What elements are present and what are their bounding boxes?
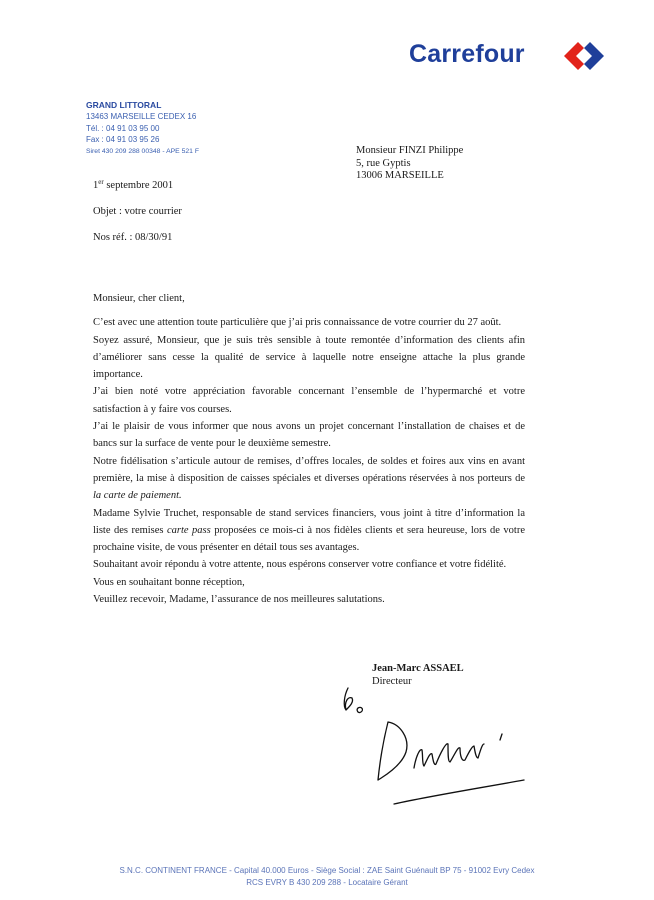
sender-fax: Fax : 04 91 03 95 26 [86,135,160,144]
handwritten-signature [330,680,540,810]
body-paragraph [93,505,525,557]
sender-block [86,100,199,157]
body-paragraph: Souhaitant avoir répondu à votre attente, nous espérons conserver votre confiance et votre fidélité. [93,559,507,571]
closing: Veuillez recevoir, Madame, l’assurance de nos meilleures salutations. [93,594,385,606]
letter-date [93,180,173,191]
date-rest: septembre 2001 [103,180,174,191]
body-paragraph: Soyez assuré, Monsieur, que je suis très sensible à toute remontée d’information des clients afin d’améliorer sans cesse la qualité de service à laquelle notre enseigne attache la plus grande importance. [93,334,525,381]
text-run: proposées ce mois-ci à nos fidèles clients et sera heureuse, lors de votre prochaine visite, de vous présenter en détail tous ses avantages. [93,524,526,554]
letter-subject: Objet : votre courrier [93,206,182,217]
sender-org: GRAND LITTORAL [86,100,162,110]
brand-name: Carrefour [409,40,525,68]
recipient-block [356,145,463,183]
date-day: 1 [93,180,99,191]
body-paragraph: C’est avec une attention toute particulière que j’ai pris connaissance de votre courrier du 27 août. [93,317,502,329]
sender-address: 13463 MARSEILLE CEDEX 16 [86,112,197,121]
footer-rcs: RCS EVRY B 430 209 288 - Locataire Gérant [246,878,408,887]
signatory-title: Directeur [372,676,412,687]
letter-reference: Nos réf. : 08/30/91 [93,232,173,243]
date-sup: er [98,178,104,186]
body-paragraph: J’ai bien noté votre appréciation favorable concernant l’ensemble de l’hypermarché et votre satisfaction à y faire vos courses. [93,386,525,415]
text-run-italic: carte pass [167,524,211,536]
sender-tel: Tél. : 04 91 03 95 00 [86,123,160,133]
carrefour-logo-icon [560,40,608,72]
recipient-name: Monsieur FINZI Philippe [356,145,464,156]
text-run: Notre fidélisation s’articule autour de remises, d’offres locales, de soldes et foires aux vins en avant première, la mise à disposition de caisses spéciales et diverses opérations réservées à nos porteurs de [93,455,525,484]
text-run: Madame Sylvie Truchet, responsable de stand services financiers, vous joint à titre d’information la liste des remises [93,507,525,536]
signatory-name: Jean-Marc ASSAEL [372,663,464,674]
body-paragraph: J’ai le plaisir de vous informer que nous avons un projet concernant l’installation de chaises et de bancs sur la surface de vente pour le deuxième semestre. [93,421,525,450]
recipient-city: 13006 MARSEILLE [356,170,444,181]
body-paragraph [93,453,525,505]
recipient-street: 5, rue Gyptis [356,157,411,169]
sender-siret: Siret 430 209 288 00348 - APE 521 F [86,147,199,155]
footer-company: S.N.C. CONTINENT FRANCE - Capital 40.000 Euros - Siège Social : ZAE Saint Guénault BP 75 - 91002 Evry Cedex [119,866,535,875]
salutation: Monsieur, cher client, [93,293,185,304]
letter-body [93,290,525,608]
body-paragraph: Vous en souhaitant bonne réception, [93,576,245,588]
text-run-italic: la carte de paiement. [93,490,182,502]
